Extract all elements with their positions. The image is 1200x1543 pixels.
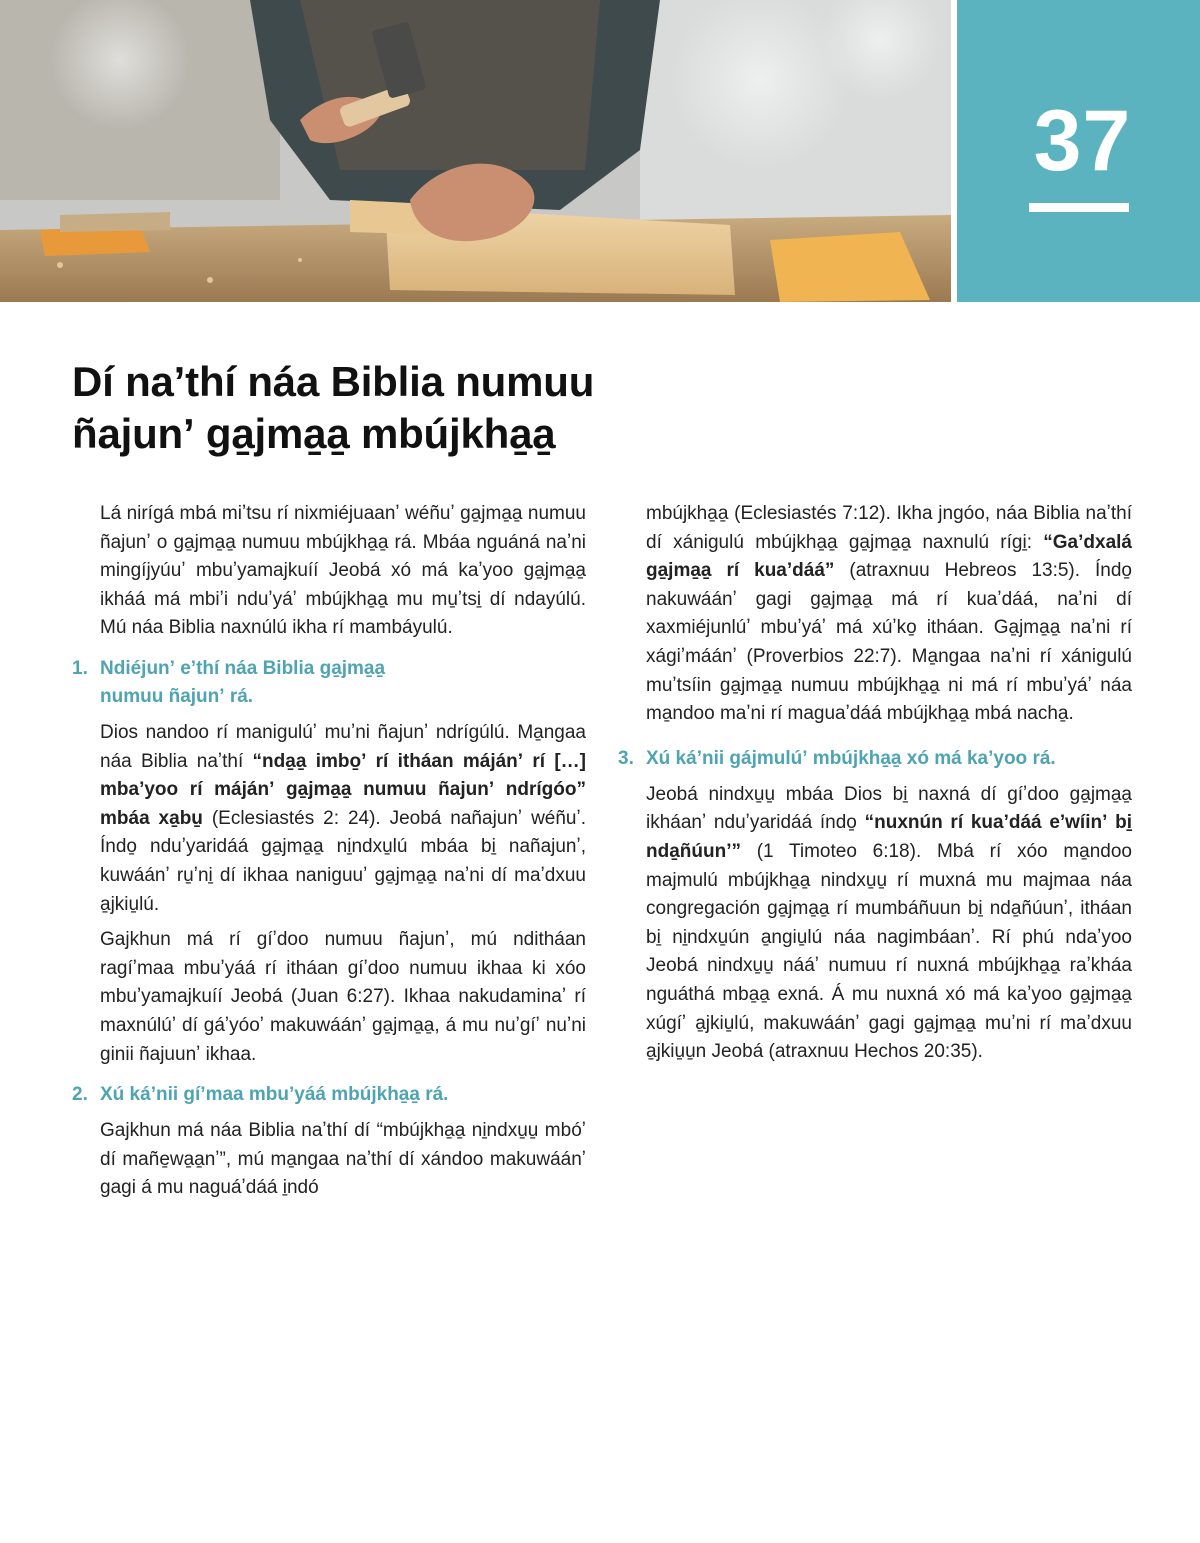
section-2-paragraph-1-text-rest: mbújkha̱a̱ (Eclesiastés 7:12). Ikha jngóo, náa Biblia naʼthí dí xánigulú mbújkha̱a̱ ga̱jma̱a̱ naxnulú rígi̱: xyxy=(646,503,1132,553)
section-3-number: 3. xyxy=(618,747,634,769)
section-3-paragraph-1-continued: (1 Timoteo 6:18). Mbá rí xóo ma̱ndoo majmulú mbújkha̱a̱ nindxu̱u̱ rí muxná mu majmaa náa congregación ga̱jma̱a̱ rí mumbáñuun bi̱ nda̱ñúunʼ, itháan bi̱ ni̱ndxu̱ún a̱ngiu̱lú náa nagimbáanʼ. Rí phú ndaʼyoo Jeobá nindxu̱u̱ nááʼ numuu rí nuxná mbújkha̱a̱ raʼkháa nguáthá mba̱a̱ exná. Á mu nuxná xó má kaʼyoo ga̱jma̱a̱ xúgíʼ a̱jkiu̱lú, makuwáánʼ gagi ga̱jma̱a̱ muʼni rí maʼdxuu a̱jkiu̱u̱n Jeobá (atraxnuu Hechos 20:35). xyxy=(646,840,1132,1063)
section-3-heading xyxy=(618,745,1132,773)
section-2-paragraph-1-text: Gajkhun má náa Biblia naʼthí dí “mbújkha̱a̱ ni̱ndxu̱u̱ mbóʼ dí mañe̱wa̱a̱nʼ”, mú ma̱ngaa naʼthí dí xándoo makuwáánʼ gagi á mu naguáʼdáá i̱ndó xyxy=(100,1120,586,1199)
lesson-number-box xyxy=(957,0,1200,302)
section-1-paragraph-1-continued: (Eclesiastés 2: 24). Jeobá nañajunʼ wéñuʼ. Índo̱ nduʼyaridáá ga̱jma̱a̱ ni̱ndxu̱lú mbáa bi̱ nañajunʼ, kuwáánʼ ru̱ʼni̱ dí ikhaa naniguuʼ ga̱jma̱a̱ naʼni dí maʼdxuu a̱jkiu̱lú. xyxy=(100,807,586,915)
right-column xyxy=(618,500,1132,1067)
section-1-paragraph-2: Gajkhun má rí gíʼdoo numuu ñajunʼ, mú nditháan ragíʼmaa mbuʼyáá rí itháan gíʼdoo numuu ikhaa ki xóo mbuʼyamajkuíí Jeobá (Juan 6:27). Ikhaa nakudaminaʼ rí maxnúlúʼ dí gáʼyóoʼ makuwáánʼ ga̱jma̱a̱, á mu nuʼgíʼ nuʼni ginii ñajuunʼ ikhaa. xyxy=(100,929,586,1065)
section-2-number: 2. xyxy=(72,1084,88,1106)
section-2-paragraph-1-end: (atraxnuu Hebreos 13:5). Índo̱ nakuwáánʼ gagi ga̱jma̱a̱ má rí kuaʼdáá, naʼni dí xaxmiéjunlúʼ mbuʼyáʼ má xúʼko̱ itháan. Ga̱jma̱a̱ naʼni rí xágiʼmáánʼ (Proverbios 22:7). Ma̱ngaa naʼni rí xánigulú muʼtsíin ga̱jma̱a̱ numuu mbújkha̱a̱ ni má rí mbuʼyáʼ náa ma̱ndoo maʼni rí maguaʼdáá mbújkha̱a̱ mbá nacha̱. xyxy=(646,560,1132,725)
section-1-number: 1. xyxy=(72,657,88,679)
carpenter-hammering-illustration xyxy=(0,0,951,302)
section-3-paragraph-1 xyxy=(646,781,1132,1067)
section-2-heading-text: Xú káʼnii gíʼmaa mbuʼyáá mbújkha̱a̱ rá. xyxy=(100,1084,449,1106)
section-2-paragraph-1 xyxy=(100,1117,586,1203)
section-3-quote: “nuxnún rí kuaʼdáá eʼwíinʼ bi̱ nda̱ñúunʼ” xyxy=(646,812,1132,862)
lesson-number: 37 xyxy=(1033,93,1132,189)
section-3-heading-text: Xú káʼnii gájmulúʼ mbújkha̱a̱ xó má kaʼyoo rá. xyxy=(646,747,1056,769)
header-photo xyxy=(0,0,951,302)
section-2-heading xyxy=(72,1081,586,1109)
section-2-paragraph-1-continued xyxy=(646,500,1132,729)
section-1-heading xyxy=(72,655,586,711)
section-2-quote: “Gaʼdxalá ga̱jma̱a̱ rí kuaʼdáá” xyxy=(646,531,1132,582)
section-3-paragraph-1-text: Jeobá nindxu̱u̱ mbáa Dios bi̱ naxná dí gíʼdoo ga̱jma̱a̱ ikháanʼ nduʼyaridáá índo̱ xyxy=(646,783,1132,834)
page-title: Dí naʼthí náa Biblia numuu ñajunʼ ga̱jma̱a̱ mbújkha̱a̱ xyxy=(72,358,595,457)
section-1-paragraph-1 xyxy=(100,719,586,919)
section-1-paragraph-1-text: Dios nandoo rí manigulúʼ muʼni ñajunʼ ndrígúlú. Ma̱ngaa náa Biblia naʼthí xyxy=(100,721,586,772)
lesson-number-underline xyxy=(1029,203,1129,212)
section-1-heading-text: Ndiéjunʼ eʼthí náa Biblia ga̱jma̱a̱ numuu ñajunʼ rá. xyxy=(100,657,386,707)
left-column xyxy=(72,500,586,1203)
intro-paragraph: Lá nirígá mbá miʼtsu rí nixmiéjuaanʼ wéñuʼ ga̱jma̱a̱ numuu ñajunʼ o ga̱jma̱a̱ numuu mbújkha̱a̱ rá. Mbáa nguáná naʼni mingíjyúuʼ mbuʼyamajkuíí Jeobá xó má kaʼyoo ga̱jma̱a̱ ikháá má mbiʼi nduʼyáʼ mbújkha̱a̱ mu mu̱ʼtsi̱ dí ndayúlú. Mú náa Biblia naxnúlú ikha rí mambáyulú. xyxy=(100,503,586,639)
section-1-quote: “nda̱a̱ imbo̱ʼ rí itháan májánʼ rí […] mbaʼyoo rí májánʼ ga̱jma̱a̱ numuu ñajunʼ ndrígóo” mbáa xa̱bu̱ xyxy=(100,750,586,829)
